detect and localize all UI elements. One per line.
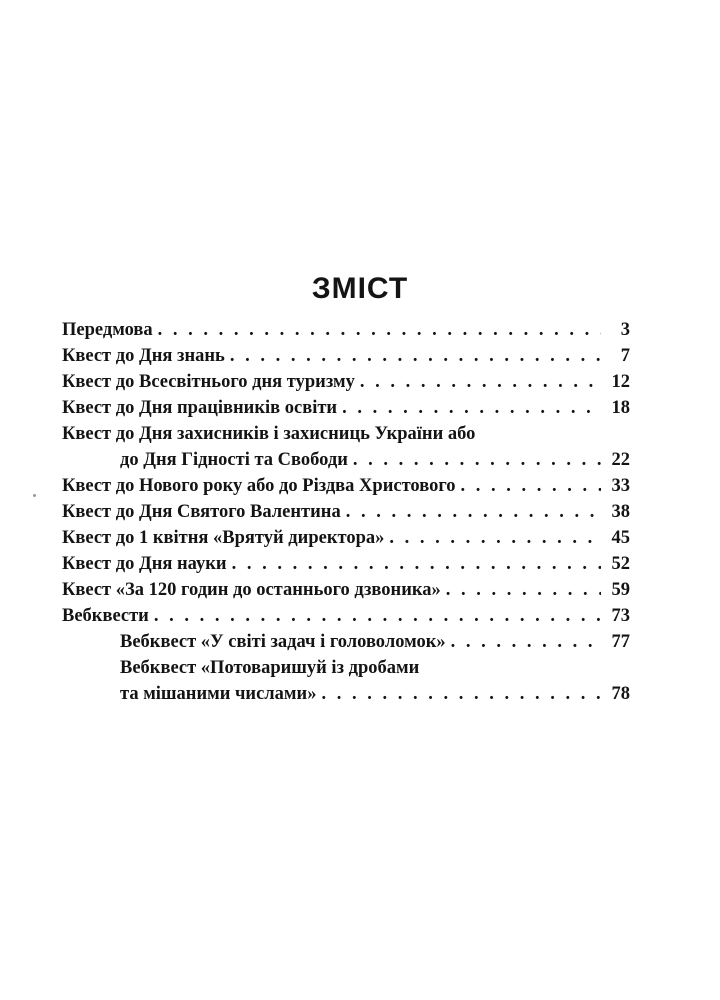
toc-page-number: 3 — [620, 320, 630, 340]
dot-leader — [389, 525, 601, 551]
toc-subentry-fractions[interactable] — [62, 655, 630, 707]
toc-page-number: 45 — [611, 528, 630, 548]
toc-page-number: 18 — [611, 398, 630, 418]
toc-page-number: 33 — [611, 476, 630, 496]
toc-entry-text: Квест до Дня знань — [62, 346, 225, 366]
toc-page-number: 78 — [611, 684, 630, 704]
toc-title: ЗМІСТ — [311, 272, 409, 305]
toc-entry-defenders-day[interactable] — [62, 421, 630, 473]
toc-entry-preface[interactable] — [62, 317, 630, 343]
toc-entry-text: Передмова — [62, 320, 153, 340]
toc-entry-text: Квест «За 120 годин до останнього дзвоника» — [62, 580, 441, 600]
toc-entry-text: Квест до Нового року або до Різдва Христового — [62, 476, 456, 496]
table-of-contents — [62, 317, 630, 707]
toc-entry-text: Квест до Дня Святого Валентина — [62, 502, 341, 522]
toc-page-number: 52 — [611, 554, 630, 574]
dot-leader — [158, 317, 601, 343]
toc-entry-new-year[interactable] — [62, 473, 630, 499]
toc-entry-teachers-day[interactable] — [62, 395, 630, 421]
dot-leader — [342, 395, 601, 421]
dot-leader — [346, 499, 601, 525]
toc-page-number: 7 — [620, 346, 630, 366]
toc-page-number: 59 — [611, 580, 630, 600]
toc-entry-knowledge-day[interactable] — [62, 343, 630, 369]
dot-leader — [461, 473, 601, 499]
toc-entry-text: Вебквести — [62, 606, 149, 626]
toc-entry-tourism-day[interactable] — [62, 369, 630, 395]
toc-entry-text-continued: та мішаними числами» — [120, 684, 317, 704]
dot-leader — [154, 603, 601, 629]
toc-page-number: 38 — [611, 502, 630, 522]
dot-leader — [360, 369, 601, 395]
scan-speck — [33, 494, 36, 497]
toc-entry-text: Квест до Дня працівників освіти — [62, 398, 338, 418]
toc-entry-text: Вебквест «У світі задач і головоломок» — [120, 632, 446, 652]
toc-entry-text: Квест до Дня захисників і захисниць України або — [62, 424, 476, 444]
dot-leader — [232, 551, 601, 577]
toc-entry-text-continued: до Дня Гідності та Свободи — [120, 450, 348, 470]
dot-leader — [451, 629, 601, 655]
toc-entry-science-day[interactable] — [62, 551, 630, 577]
toc-entry-april-fools[interactable] — [62, 525, 630, 551]
dot-leader — [230, 343, 601, 369]
dot-leader — [321, 681, 601, 707]
toc-page-number: 12 — [611, 372, 630, 392]
toc-page-number: 22 — [611, 450, 630, 470]
toc-entry-text: Квест до Дня науки — [62, 554, 227, 574]
toc-entry-text: Квест до Всесвітнього дня туризму — [62, 372, 355, 392]
toc-entry-last-bell[interactable] — [62, 577, 630, 603]
dot-leader — [446, 577, 601, 603]
toc-entry-text: Вебквест «Потоваришуй із дробами — [120, 658, 420, 678]
toc-page-number: 73 — [611, 606, 630, 626]
toc-subentry-puzzles[interactable] — [62, 629, 630, 655]
dot-leader — [353, 447, 601, 473]
toc-entry-text: Квест до 1 квітня «Врятуй директора» — [62, 528, 385, 548]
toc-page-number: 77 — [611, 632, 630, 652]
toc-entry-valentine[interactable] — [62, 499, 630, 525]
toc-entry-webquests[interactable] — [62, 603, 630, 629]
